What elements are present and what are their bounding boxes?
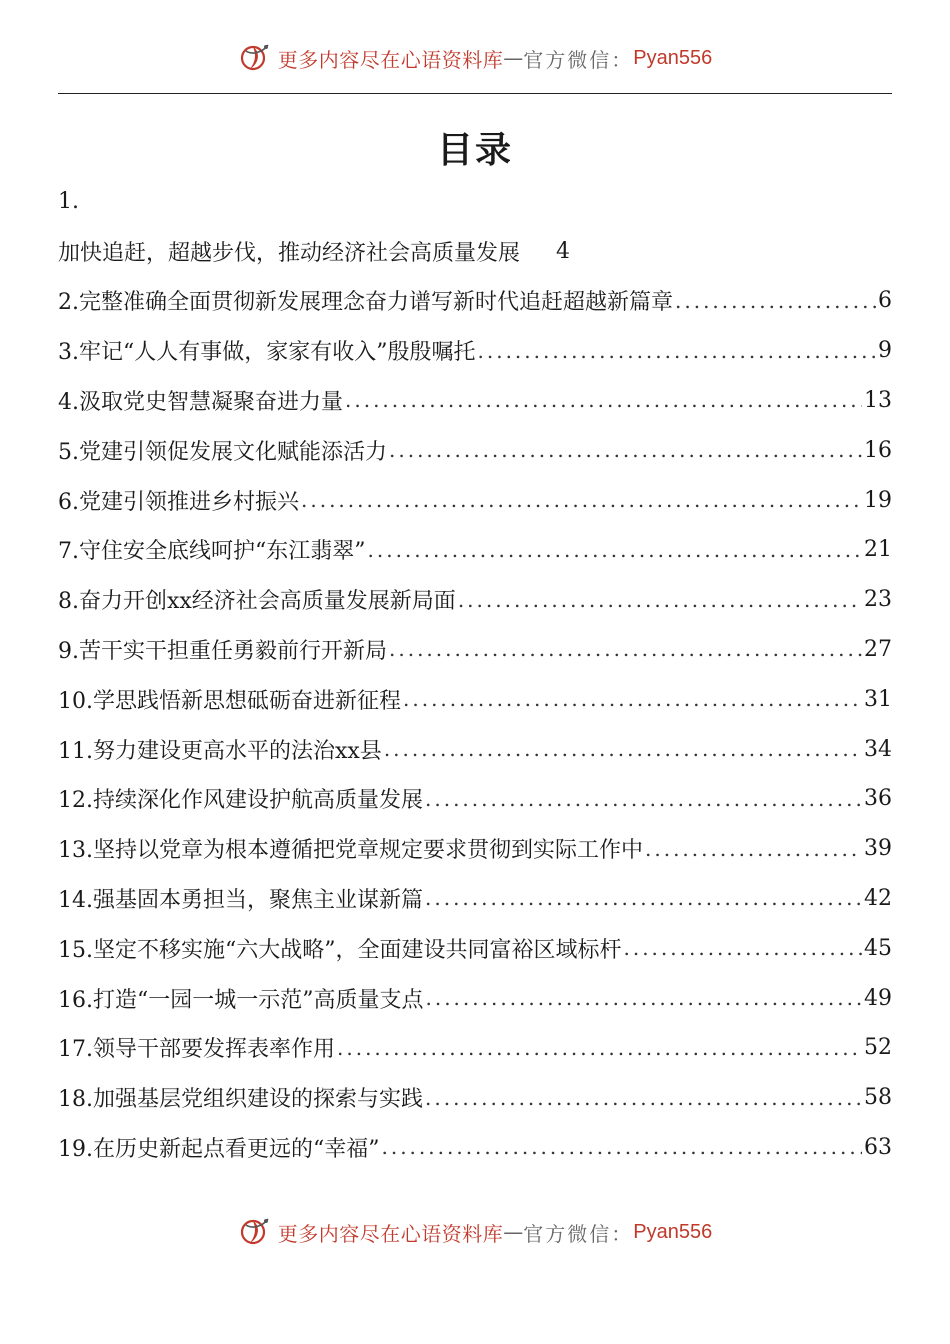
toc-entry-title: 17.领导干部要发挥表率作用 bbox=[58, 1037, 335, 1063]
toc-entry[interactable] bbox=[58, 276, 892, 326]
toc-entry-page: 16 bbox=[864, 437, 892, 463]
toc-entry-page: 34 bbox=[864, 736, 892, 762]
toc-entry-page: 63 bbox=[864, 1134, 892, 1160]
toc-entry-page: 23 bbox=[864, 587, 892, 613]
toc-dot-leader bbox=[337, 1036, 862, 1060]
toc-entry-title: 10.学思践悟新思想砥砺奋进新征程 bbox=[58, 688, 401, 714]
brand-dash: — bbox=[503, 1220, 524, 1244]
toc-dot-leader bbox=[368, 538, 863, 562]
toc-entry-page: 4 bbox=[556, 238, 571, 264]
toc-dot-leader bbox=[384, 737, 862, 761]
toc-dot-leader bbox=[425, 986, 862, 1010]
toc-entry-title: 19.在历史新起点看更远的“幸福” bbox=[58, 1136, 380, 1162]
toc-entry-title: 14.强基固本勇担当，聚焦主业谋新篇 bbox=[58, 887, 423, 913]
toc-entry-page: 13 bbox=[864, 387, 892, 413]
toc-dot-leader bbox=[425, 1086, 862, 1110]
toc-entry-title: 9.苦干实干担重任勇毅前行开新局 bbox=[58, 638, 387, 664]
toc-entry-title: 8.奋力开创xx经济社会高质量发展新局面 bbox=[58, 589, 456, 615]
toc-entry-title: 12.持续深化作风建设护航高质量发展 bbox=[58, 788, 423, 814]
brand-wechat-id: Pyan556 bbox=[633, 1220, 713, 1243]
leaf-swirl-logo-icon bbox=[238, 1215, 272, 1249]
brand-dash: — bbox=[503, 46, 524, 70]
toc-entry-page: 45 bbox=[864, 935, 892, 961]
toc-dot-leader bbox=[425, 886, 862, 910]
toc-entry[interactable] bbox=[58, 376, 892, 426]
toc-entry[interactable] bbox=[58, 1123, 892, 1173]
page-title: 目录 bbox=[436, 129, 513, 171]
brand-library-text: 更多内容尽在心语资料库 bbox=[277, 47, 504, 72]
toc-entry-title: 4.汲取党史智慧凝聚奋进力量 bbox=[58, 389, 343, 415]
toc-dot-leader bbox=[389, 438, 862, 462]
toc-entry-page: 27 bbox=[864, 636, 892, 662]
toc-entry-page: 21 bbox=[864, 537, 892, 563]
toc-entry[interactable] bbox=[58, 326, 892, 376]
toc-dot-leader bbox=[478, 339, 877, 363]
toc-entry[interactable] bbox=[58, 475, 892, 525]
toc-entry-title: 3.牢记“人人有事做，家家有收入”殷殷嘱托 bbox=[58, 340, 476, 366]
toc-entry[interactable] bbox=[58, 923, 892, 973]
brand-wechat-id: Pyan556 bbox=[633, 46, 713, 69]
toc-entry[interactable] bbox=[58, 575, 892, 625]
toc-dot-leader bbox=[389, 637, 862, 661]
header-rule bbox=[58, 93, 892, 94]
toc-entry-page: 49 bbox=[864, 985, 892, 1011]
toc-entry[interactable] bbox=[58, 1023, 892, 1073]
toc-entry-1-title-row[interactable] bbox=[58, 226, 892, 276]
toc-entry[interactable] bbox=[58, 674, 892, 724]
toc-entry[interactable] bbox=[58, 874, 892, 924]
toc-entry[interactable] bbox=[58, 425, 892, 475]
toc-entry[interactable] bbox=[58, 973, 892, 1023]
toc-dot-leader bbox=[403, 687, 862, 711]
toc-entry-page: 58 bbox=[864, 1085, 892, 1111]
toc-entry-page: 52 bbox=[864, 1035, 892, 1061]
toc-list bbox=[58, 276, 892, 1172]
toc-entry-page: 31 bbox=[864, 686, 892, 712]
toc-entry-number: 1. bbox=[58, 188, 79, 214]
toc-dot-leader bbox=[425, 787, 862, 811]
toc-entry-title: 16.打造“一园一城一示范”高质量支点 bbox=[58, 987, 424, 1013]
toc-entry-page: 9 bbox=[878, 338, 892, 364]
toc-entry[interactable] bbox=[58, 824, 892, 874]
toc-entry[interactable] bbox=[58, 625, 892, 675]
toc-dot-leader bbox=[675, 289, 876, 313]
header-brand bbox=[0, 38, 950, 78]
toc-entry[interactable] bbox=[58, 1073, 892, 1123]
toc-entry-title: 6.党建引领推进乡村振兴 bbox=[58, 489, 299, 515]
toc-entry-page: 42 bbox=[864, 885, 892, 911]
toc-dot-leader bbox=[381, 1135, 862, 1159]
toc-dot-leader bbox=[345, 388, 862, 412]
brand-wechat-label: 官方微信： bbox=[523, 1221, 634, 1246]
footer-brand bbox=[0, 1212, 950, 1252]
toc-entry-title: 13.坚持以党章为根本遵循把党章规定要求贯彻到实际工作中 bbox=[58, 838, 643, 864]
toc-entry-title: 加快追赶，超越步伐，推动经济社会高质量发展 bbox=[58, 240, 521, 266]
toc-entry-title: 11.努力建设更高水平的法治xx县 bbox=[58, 738, 382, 764]
toc-entry-page: 6 bbox=[878, 288, 892, 314]
toc-entry[interactable] bbox=[58, 774, 892, 824]
leaf-swirl-logo-icon bbox=[238, 41, 272, 75]
toc-entry-1-number-row[interactable] bbox=[58, 176, 892, 226]
table-of-contents bbox=[58, 176, 892, 1172]
toc-entry-title: 5.党建引领促发展文化赋能添活力 bbox=[58, 439, 387, 465]
toc-entry-title: 7.守住安全底线呵护“东江翡翠” bbox=[58, 539, 366, 565]
toc-entry-title: 18.加强基层党组织建设的探索与实践 bbox=[58, 1087, 423, 1113]
toc-entry-page: 36 bbox=[864, 786, 892, 812]
brand-library-text: 更多内容尽在心语资料库 bbox=[277, 1221, 504, 1246]
toc-entry[interactable] bbox=[58, 724, 892, 774]
toc-entry-title: 15.坚定不移实施“六大战略”，全面建设共同富裕区域标杆 bbox=[58, 937, 622, 963]
toc-entry[interactable] bbox=[58, 525, 892, 575]
toc-dot-leader bbox=[623, 936, 862, 960]
toc-dot-leader bbox=[645, 837, 862, 861]
brand-wechat-label: 官方微信： bbox=[523, 47, 634, 72]
toc-entry-page: 19 bbox=[864, 487, 892, 513]
toc-dot-leader bbox=[458, 588, 862, 612]
toc-entry-page: 39 bbox=[864, 836, 892, 862]
toc-entry-title: 2.完整准确全面贯彻新发展理念奋力谱写新时代追赶超越新篇章 bbox=[58, 290, 673, 316]
toc-dot-leader bbox=[301, 488, 862, 512]
